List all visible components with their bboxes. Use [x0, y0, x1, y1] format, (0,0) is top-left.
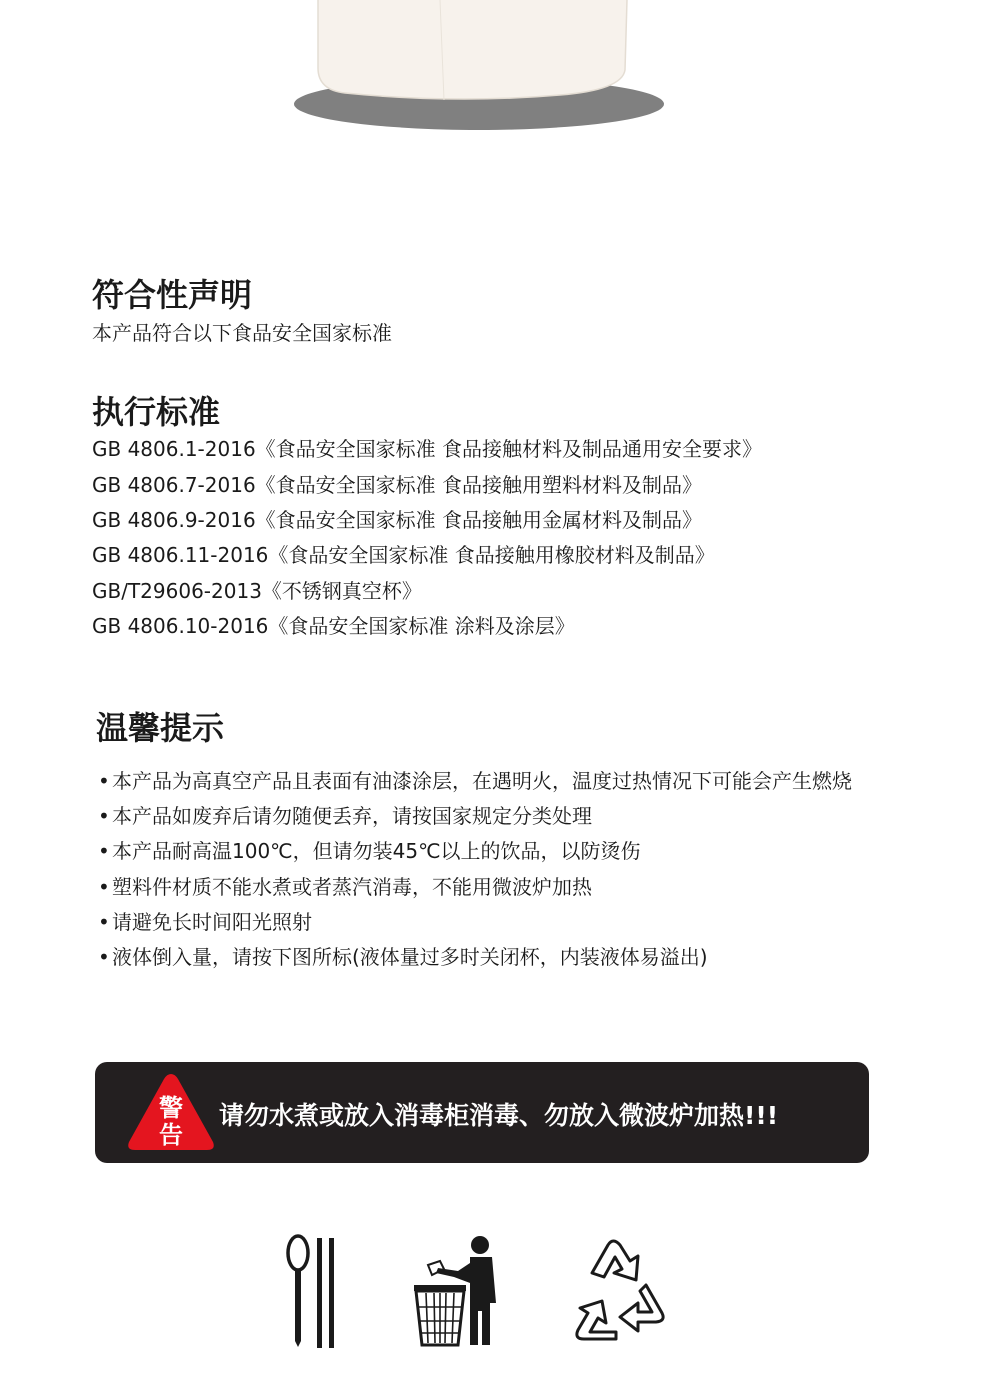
warning-triangle-icon: [125, 1070, 217, 1156]
tip-item: [98, 765, 852, 794]
bullet: •: [98, 945, 110, 969]
tip-item: [98, 941, 708, 970]
standard-item: GB 4806.10-2016《食品安全国家标准 涂料及涂层》: [92, 614, 575, 638]
tip-text: 液体倒入量，请按下图所标(液体量过多时关闭杯，内装液体易溢出): [112, 945, 708, 969]
conformity-subtitle: 本产品符合以下食品安全国家标准: [92, 321, 392, 345]
bullet: •: [98, 839, 110, 863]
trash-disposal-icon: [414, 1233, 508, 1348]
bullet: •: [98, 875, 110, 899]
product-image: [0, 0, 1000, 160]
standard-item: GB 4806.11-2016《食品安全国家标准 食品接触用橡胶材料及制品》: [92, 543, 715, 567]
tip-text: 塑料件材质不能水煮或者蒸汽消毒，不能用微波炉加热: [112, 875, 592, 899]
conformity-title: 符合性声明: [92, 276, 253, 314]
tip-item: [98, 835, 641, 864]
bullet: •: [98, 769, 110, 793]
tip-text: 本产品如废弃后请勿随便丢弃，请按国家规定分类处理: [112, 804, 592, 828]
tip-text: 请避免长时间阳光照射: [112, 910, 312, 934]
standard-item: GB 4806.7-2016《食品安全国家标准 食品接触用塑料材料及制品》: [92, 473, 703, 497]
tip-item: [98, 800, 592, 829]
warning-badge-char-1: 警: [159, 1094, 183, 1122]
warning-badge-char-2: 告: [159, 1121, 183, 1149]
bullet: •: [98, 804, 110, 828]
warning-text: 请勿水煮或放入消毒柜消毒、勿放入微波炉加热!!!: [219, 1101, 779, 1130]
bullet: •: [98, 910, 110, 934]
tip-item: [98, 871, 592, 900]
tip-item: [98, 906, 312, 935]
tip-text: 本产品耐高温100℃，但请勿装45℃以上的饮品，以防烫伤: [112, 839, 641, 863]
standard-item: GB/T29606-2013《不锈钢真空杯》: [92, 579, 422, 603]
standard-item: GB 4806.1-2016《食品安全国家标准 食品接触材料及制品通用安全要求》: [92, 437, 763, 461]
standard-item: GB 4806.9-2016《食品安全国家标准 食品接触用金属材料及制品》: [92, 508, 703, 532]
warning-banner: [95, 1062, 869, 1163]
tip-text: 本产品为高真空产品且表面有油漆涂层，在遇明火，温度过热情况下可能会产生燃烧: [112, 769, 852, 793]
standards-title: 执行标准: [92, 393, 221, 431]
tips-title: 温馨提示: [96, 709, 225, 747]
spoon-chopsticks-icon: [284, 1233, 340, 1351]
recycle-icon: [558, 1233, 676, 1348]
